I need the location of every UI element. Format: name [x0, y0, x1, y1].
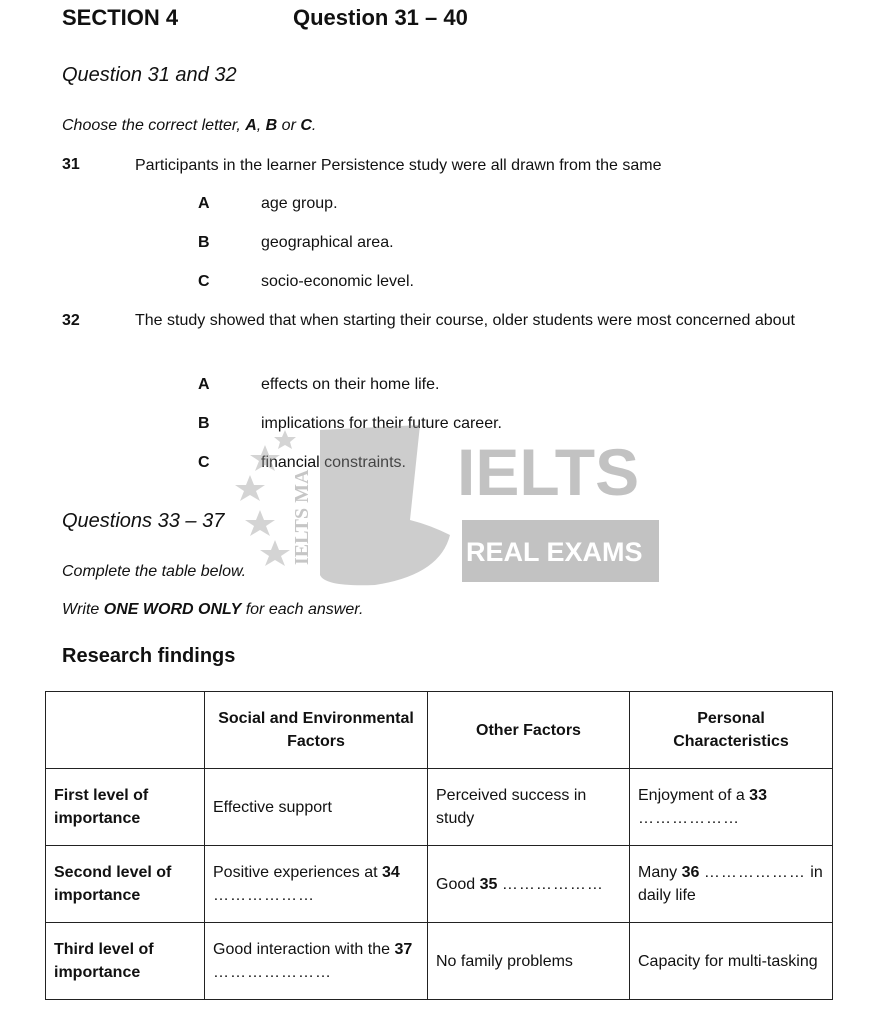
answer-gap-33[interactable]: ……………… — [638, 810, 740, 827]
table-title: Research findings — [62, 645, 236, 667]
option-letter: A — [198, 376, 210, 393]
table-header-cell: Social and Environmental Factors — [205, 692, 428, 769]
watermark-seal-text: IELTS MA — [291, 469, 313, 565]
table-cell: Good interaction with the 37 ………………… — [205, 923, 428, 1000]
answer-gap-34[interactable]: ……………… — [213, 887, 315, 904]
option-text: implications for their future career. — [261, 415, 502, 432]
table-cell: Positive experiences at 34 ……………… — [205, 846, 428, 923]
option-text: age group. — [261, 195, 338, 212]
option-letter: A — [198, 195, 210, 212]
answer-gap-37[interactable]: ………………… — [213, 964, 332, 981]
table-header-cell — [46, 692, 205, 769]
question-text-32: The study showed that when starting their course, older students were most concerned about — [135, 312, 795, 329]
group-title-33-37: Questions 33 – 37 — [62, 510, 225, 532]
table-cell: Capacity for multi-tasking — [630, 923, 833, 1000]
ielts-real-exams-watermark-logo — [225, 415, 665, 590]
gap-number-35: 35 — [479, 875, 498, 893]
table-cell: Many 36 ……………… in daily life — [630, 846, 833, 923]
watermark-real-exams-text: REAL EXAMS — [466, 537, 643, 567]
table-row — [46, 923, 833, 1000]
watermark-ielts-text: IELTS — [457, 435, 640, 509]
option-text: effects on their home life. — [261, 376, 440, 393]
row-label: Second level of importance — [46, 846, 205, 923]
watermark-stars-icon — [235, 430, 296, 566]
gap-number-36: 36 — [681, 864, 700, 881]
table-cell: Enjoyment of a 33 ……………… — [630, 769, 833, 846]
table-row — [46, 846, 833, 923]
instruction-word-limit: Write ONE WORD ONLY for each answer. — [62, 601, 364, 618]
table-cell: Perceived success in study — [428, 769, 630, 846]
option-text: socio-economic level. — [261, 273, 414, 290]
option-text: geographical area. — [261, 234, 394, 251]
row-label: First level of importance — [46, 769, 205, 846]
row-label: Third level of importance — [46, 923, 205, 1000]
option-letter: B — [198, 415, 210, 432]
table-cell: No family problems — [428, 923, 630, 1000]
table-header-cell: Other Factors — [428, 692, 630, 769]
section-heading: SECTION 4 — [62, 5, 179, 30]
instruction-choose-letter: Choose the correct letter, A, B or C. — [62, 117, 317, 134]
option-letter: B — [198, 234, 210, 251]
option-letter: C — [198, 454, 210, 471]
research-findings-table — [45, 691, 833, 1000]
answer-gap-36[interactable]: ……………… — [703, 864, 806, 881]
option-letter: C — [198, 273, 210, 290]
gap-number-37: 37 — [394, 941, 413, 958]
watermark-hat-icon — [320, 425, 450, 585]
table-header-row — [46, 692, 833, 769]
option-text: financial constraints. — [261, 454, 406, 471]
question-number-32: 32 — [62, 312, 80, 329]
table-cell: Effective support — [205, 769, 428, 846]
question-number-31: 31 — [62, 156, 80, 173]
instruction-complete-table: Complete the table below. — [62, 563, 247, 580]
table-cell: Good 35 ……………… — [428, 846, 630, 923]
group-title-31-32: Question 31 and 32 — [62, 64, 237, 86]
watermark-banner — [462, 520, 659, 582]
table-header-cell: Personal Characteristics — [630, 692, 833, 769]
question-range-heading: Question 31 – 40 — [293, 5, 468, 30]
gap-number-34: 34 — [381, 864, 400, 881]
gap-number-33: 33 — [749, 787, 767, 804]
table-row — [46, 769, 833, 846]
answer-gap-35[interactable]: ……………… — [501, 875, 604, 893]
question-text-31: Participants in the learner Persistence study were all drawn from the same — [135, 157, 662, 174]
